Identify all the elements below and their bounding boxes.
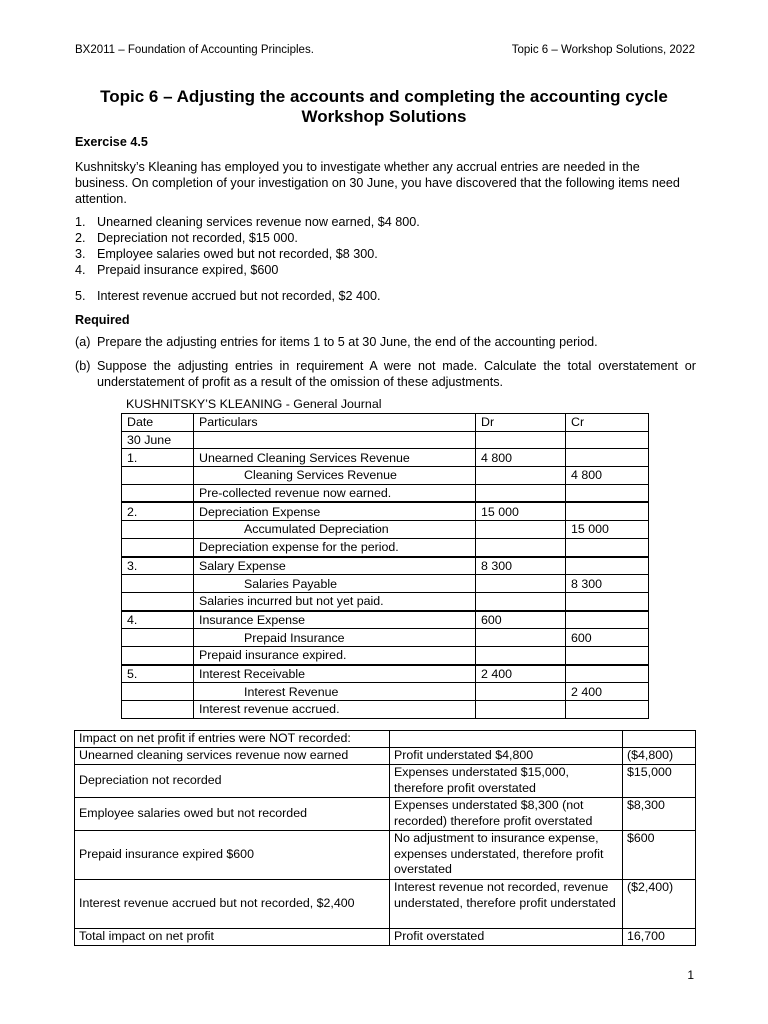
journal-dr-cell: [476, 467, 566, 485]
list-item: 1. Unearned cleaning services revenue now earned, $4 800.: [75, 215, 420, 229]
journal-particulars-cell: Interest Revenue: [194, 683, 476, 701]
journal-row: [122, 683, 649, 701]
journal-particulars-cell: Salaries Payable: [194, 575, 476, 593]
journal-cr-cell: 8 300: [566, 575, 649, 593]
impact-amount-cell: 16,700: [623, 929, 696, 946]
journal-date-cell: [122, 467, 194, 485]
header-topic: Topic 6 – Workshop Solutions, 2022: [511, 44, 695, 56]
journal-dr-cell: [476, 538, 566, 556]
impact-amount-cell: ($2,400): [623, 880, 696, 929]
journal-date-cell: 30 June: [122, 431, 194, 449]
list-item: 4. Prepaid insurance expired, $600: [75, 263, 279, 277]
journal-dr-cell: 8 300: [476, 557, 566, 575]
impact-row: [75, 748, 696, 765]
exercise-intro: Kushnitsky’s Kleaning has employed you to investigate whether any accrual entries are needed in the business. On completion of your investigation on 30 June, you have discovered that the following items need attention.: [75, 160, 680, 206]
impact-header-row: [75, 731, 696, 748]
list-item: 3. Employee salaries owed but not recorded, $8 300.: [75, 247, 378, 261]
journal-row: [122, 521, 649, 539]
journal-date-cell: [122, 701, 194, 719]
journal-cr-cell: 4 800: [566, 467, 649, 485]
journal-dr-cell: [476, 646, 566, 664]
impact-effect-cell: Expenses understated $15,000, therefore profit overstated: [390, 765, 623, 798]
list-item: 2. Depreciation not recorded, $15 000.: [75, 231, 298, 245]
journal-title: KUSHNITSKY’S KLEANING - General Journal: [126, 397, 382, 411]
journal-particulars-cell: Depreciation Expense: [194, 502, 476, 520]
impact-amount-cell: $15,000: [623, 765, 696, 798]
impact-effect-cell: Interest revenue not recorded, revenue understated, therefore profit understated: [390, 880, 623, 929]
journal-particulars-cell: Interest Receivable: [194, 665, 476, 683]
journal-particulars-cell: Depreciation expense for the period.: [194, 538, 476, 556]
required-heading: Required: [75, 313, 130, 327]
journal-dr-cell: 15 000: [476, 502, 566, 520]
journal-cr-cell: 600: [566, 629, 649, 647]
journal-row: [122, 467, 649, 485]
journal-dr-cell: [476, 521, 566, 539]
impact-effect-cell: Profit overstated: [390, 929, 623, 946]
impact-amount-cell: $8,300: [623, 798, 696, 831]
impact-amount-cell: ($4,800): [623, 748, 696, 765]
journal-date-cell: [122, 538, 194, 556]
journal-row: [122, 449, 649, 467]
journal-cr-cell: 15 000: [566, 521, 649, 539]
journal-date-cell: [122, 592, 194, 610]
column-header: Dr: [476, 414, 566, 432]
journal-cr-cell: [566, 449, 649, 467]
impact-item-cell: Prepaid insurance expired $600: [75, 831, 390, 880]
requirement-b: (b) Suppose the adjusting entries in requirement A were not made. Calculate the total overstatement or understatement of profit as a result of the omission of these adjustments.: [75, 359, 696, 389]
journal-cr-cell: [566, 611, 649, 629]
journal-dr-cell: [476, 431, 566, 449]
journal-row: [122, 557, 649, 575]
journal-dr-cell: [476, 629, 566, 647]
exercise-heading: Exercise 4.5: [75, 135, 148, 149]
journal-particulars-cell: Accumulated Depreciation: [194, 521, 476, 539]
journal-row: [122, 592, 649, 610]
journal-particulars-cell: Insurance Expense: [194, 611, 476, 629]
journal-cr-cell: [566, 701, 649, 719]
item-list-1: [75, 214, 420, 278]
journal-cr-cell: 2 400: [566, 683, 649, 701]
page-number: 1: [687, 968, 694, 982]
requirement-a: (a) Prepare the adjusting entries for items 1 to 5 at 30 June, the end of the accounting period.: [75, 335, 598, 349]
journal-dr-cell: 600: [476, 611, 566, 629]
journal-cr-cell: [566, 484, 649, 502]
journal-dr-cell: 4 800: [476, 449, 566, 467]
impact-row: [75, 929, 696, 946]
profit-impact-table: [74, 730, 696, 946]
journal-row: [122, 484, 649, 502]
journal-row: [122, 701, 649, 719]
journal-row: [122, 611, 649, 629]
journal-particulars-cell: [194, 431, 476, 449]
journal-row: [122, 629, 649, 647]
impact-effect-cell: No adjustment to insurance expense, expenses understated, therefore profit overstated: [390, 831, 623, 880]
journal-dr-cell: 2 400: [476, 665, 566, 683]
journal-date-cell: 5.: [122, 665, 194, 683]
impact-row: [75, 831, 696, 880]
impact-item-cell: Total impact on net profit: [75, 929, 390, 946]
journal-dr-cell: [476, 701, 566, 719]
impact-row: [75, 765, 696, 798]
list-item: 5. Interest revenue accrued but not recorded, $2 400.: [75, 289, 381, 303]
impact-row: [75, 880, 696, 929]
general-journal-table: [121, 413, 649, 719]
journal-dr-cell: [476, 484, 566, 502]
journal-cr-cell: [566, 431, 649, 449]
journal-dr-cell: [476, 575, 566, 593]
column-header: Particulars: [194, 414, 476, 432]
column-header: Cr: [566, 414, 649, 432]
journal-particulars-cell: Salary Expense: [194, 557, 476, 575]
impact-row: [75, 798, 696, 831]
journal-row: [122, 502, 649, 520]
item-list-2: [75, 288, 381, 304]
journal-cr-cell: [566, 557, 649, 575]
journal-cr-cell: [566, 665, 649, 683]
journal-header-row: [122, 414, 649, 432]
impact-header: Impact on net profit if entries were NOT recorded:: [75, 731, 390, 748]
journal-date-cell: [122, 683, 194, 701]
page-subtitle: Workshop Solutions: [301, 107, 467, 126]
impact-item-cell: Unearned cleaning services revenue now earned: [75, 748, 390, 765]
journal-particulars-cell: Cleaning Services Revenue: [194, 467, 476, 485]
journal-row: [122, 538, 649, 556]
journal-row: [122, 646, 649, 664]
journal-date-cell: [122, 484, 194, 502]
journal-date-cell: [122, 646, 194, 664]
journal-particulars-cell: Pre-collected revenue now earned.: [194, 484, 476, 502]
journal-cr-cell: [566, 502, 649, 520]
journal-row: [122, 665, 649, 683]
impact-effect-cell: Expenses understated $8,300 (not recorded) therefore profit overstated: [390, 798, 623, 831]
journal-date-cell: 4.: [122, 611, 194, 629]
journal-particulars-cell: Unearned Cleaning Services Revenue: [194, 449, 476, 467]
journal-particulars-cell: Prepaid insurance expired.: [194, 646, 476, 664]
journal-row: [122, 575, 649, 593]
column-header: Date: [122, 414, 194, 432]
journal-date-cell: 1.: [122, 449, 194, 467]
journal-dr-cell: [476, 592, 566, 610]
journal-date-cell: 2.: [122, 502, 194, 520]
journal-cr-cell: [566, 646, 649, 664]
journal-cr-cell: [566, 538, 649, 556]
header-course: BX2011 – Foundation of Accounting Principles.: [75, 44, 314, 56]
journal-particulars-cell: Prepaid Insurance: [194, 629, 476, 647]
journal-particulars-cell: Salaries incurred but not yet paid.: [194, 592, 476, 610]
journal-row: [122, 431, 649, 449]
journal-dr-cell: [476, 683, 566, 701]
journal-date-cell: [122, 629, 194, 647]
impact-item-cell: Interest revenue accrued but not recorded, $2,400: [75, 880, 390, 929]
journal-date-cell: [122, 575, 194, 593]
journal-date-cell: 3.: [122, 557, 194, 575]
impact-item-cell: Employee salaries owed but not recorded: [75, 798, 390, 831]
impact-effect-cell: Profit understated $4,800: [390, 748, 623, 765]
impact-amount-cell: $600: [623, 831, 696, 880]
page-title: Topic 6 – Adjusting the accounts and completing the accounting cycle: [100, 87, 668, 106]
journal-date-cell: [122, 521, 194, 539]
impact-item-cell: Depreciation not recorded: [75, 765, 390, 798]
journal-cr-cell: [566, 592, 649, 610]
journal-particulars-cell: Interest revenue accrued.: [194, 701, 476, 719]
